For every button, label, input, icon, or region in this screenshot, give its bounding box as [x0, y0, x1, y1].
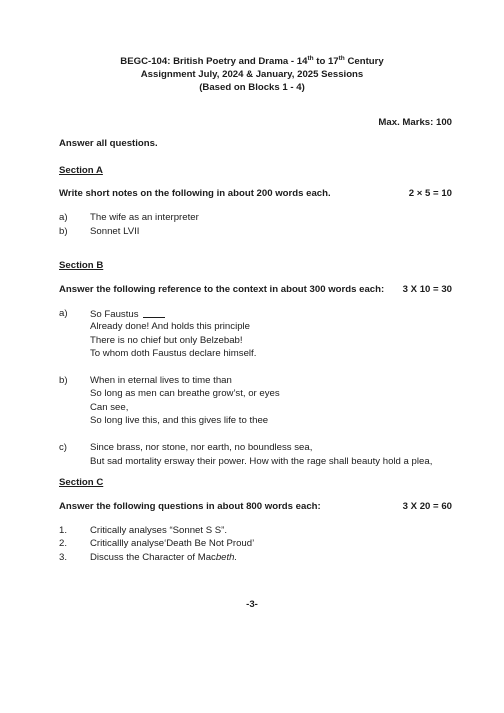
section-c-instruction: Answer the following questions in about 800 words each:: [59, 501, 321, 512]
section-b-title: Section B: [59, 260, 104, 271]
title-main: BEGC-104: British Poetry and Drama - 14: [120, 56, 308, 67]
section-a-item-label: b): [59, 226, 68, 237]
section-a-item-label: a): [59, 212, 68, 223]
section-b-item-label: a): [59, 308, 68, 319]
section-c-item-label: 3.: [59, 552, 68, 563]
item-text-italic: beth.: [215, 552, 238, 563]
section-a-title: Section A: [59, 165, 103, 176]
section-b-item-label: b): [59, 375, 68, 386]
title-century: Century: [344, 56, 384, 67]
title-sup-2: th: [338, 55, 345, 62]
passage-line: Can see,: [90, 402, 129, 413]
section-c-item-text: Critically analyses “Sonnet S S”.: [90, 525, 228, 536]
passage-line: There is no chief but only Belzebab!: [90, 335, 243, 346]
passage-line: But sad mortality ersway their power. How with the rage shall beauty hold a plea,: [90, 456, 433, 467]
section-c-marks: 3 X 20 = 60: [402, 501, 452, 512]
passage-line: [90, 308, 165, 321]
passage-line: Already done! And holds this principle: [90, 321, 250, 332]
fill-in-blank: [143, 308, 165, 318]
page-number: -3-: [246, 599, 258, 610]
passage-line: So long as men can breathe grow’st, or eyes: [90, 388, 280, 399]
section-c-item-text: Criticallly analyse‘Death Be Not Proud’: [90, 538, 255, 549]
section-a-item-text: Sonnet LVII: [90, 226, 140, 237]
section-a-marks: 2 × 5 = 10: [408, 188, 452, 199]
assignment-blocks: (Based on Blocks 1 - 4): [199, 82, 305, 93]
passage-line: When in eternal lives to time than: [90, 375, 232, 386]
passage-line: Since brass, nor stone, nor earth, no boundless sea,: [90, 442, 313, 453]
section-c-item-text: [90, 552, 237, 564]
section-b-marks: 3 X 10 = 30: [402, 284, 452, 295]
max-marks: Max. Marks: 100: [378, 117, 452, 128]
section-b-instruction: Answer the following reference to the context in about 300 words each:: [59, 284, 385, 295]
section-a-instruction: Write short notes on the following in about 200 words each.: [59, 188, 331, 199]
section-c-item-label: 2.: [59, 538, 68, 549]
title-sup-1: th: [307, 55, 314, 62]
section-b-item-label: c): [59, 442, 67, 453]
passage-line-text: So Faustus: [90, 309, 139, 320]
assignment-title: [0, 56, 504, 68]
section-c-title: Section C: [59, 477, 104, 488]
general-instructions: Answer all questions.: [59, 138, 158, 149]
section-c-item-label: 1.: [59, 525, 68, 536]
assignment-sessions: Assignment July, 2024 & January, 2025 Sessions: [140, 69, 364, 80]
passage-line: So long live this, and this gives life to thee: [90, 415, 269, 426]
section-a-item-text: The wife as an interpreter: [90, 212, 199, 223]
title-to: to 17: [313, 56, 339, 67]
item-text-plain: Discuss the Character of Mac: [90, 552, 216, 563]
passage-line: To whom doth Faustus declare himself.: [90, 348, 257, 359]
